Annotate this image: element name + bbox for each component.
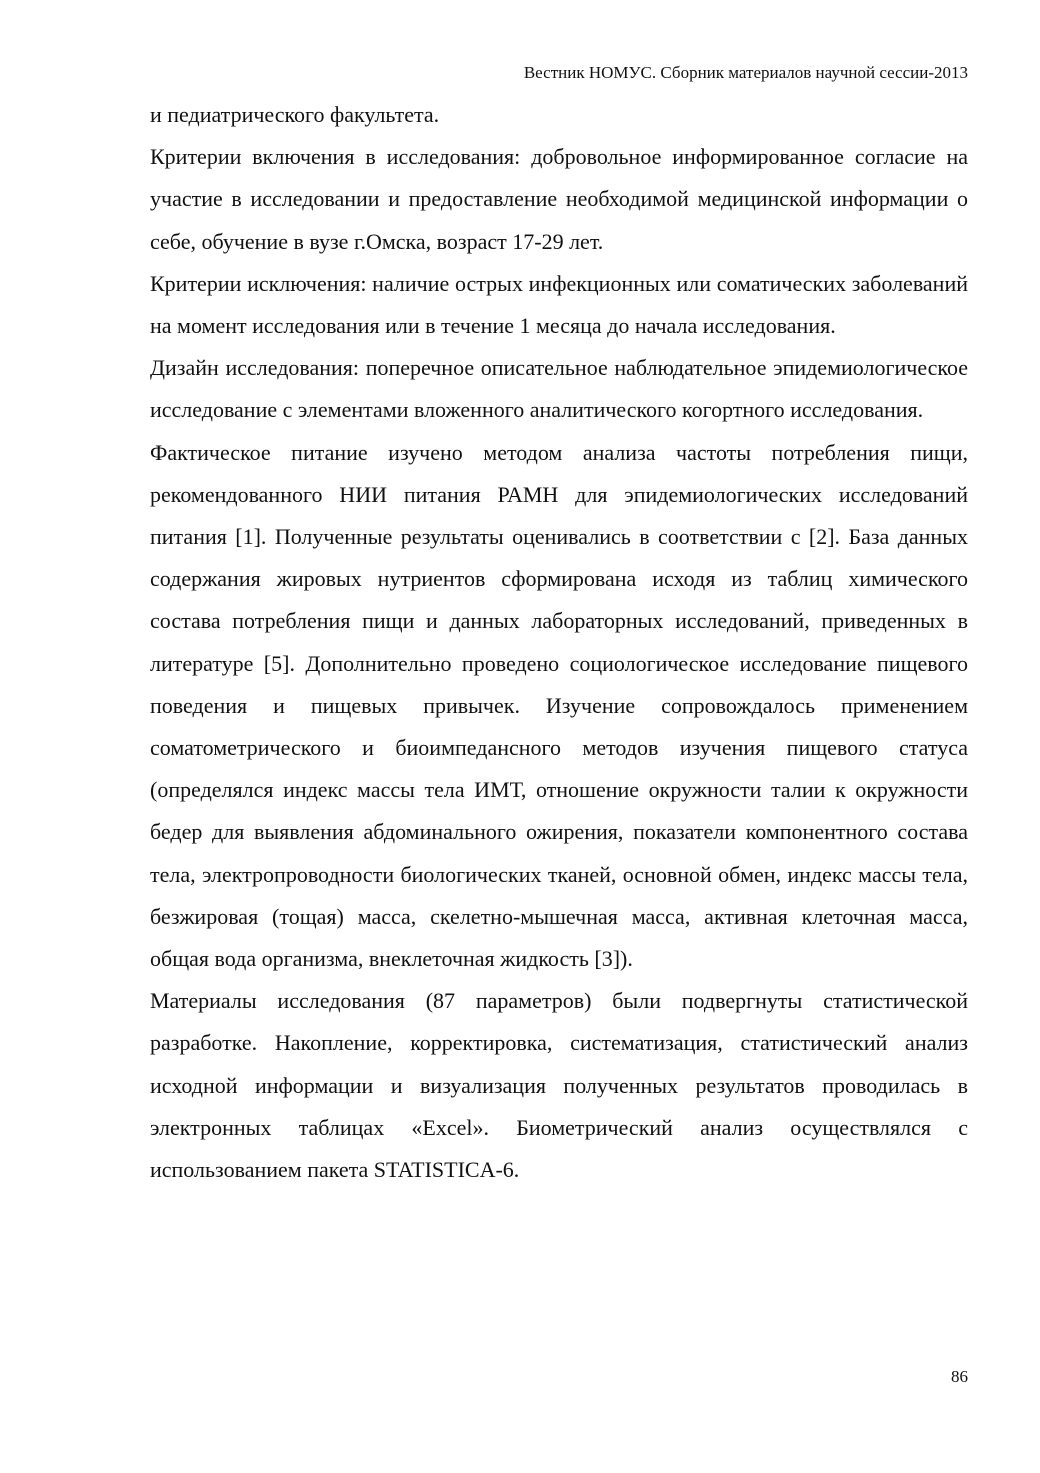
paragraph-statistics: Материалы исследования (87 параметров) были подвергнуты статистической разработке. Накопление, корректировка, систематизация, статистический анализ исходной информации и визуализация полученных результатов проводилась в электронных таблицах «Excel». Биометрический анализ осуществлялся с использованием пакета STATISTICA-6. [150, 988, 968, 1183]
page-number: 86 [951, 1367, 968, 1386]
paragraph-study-design: Дизайн исследования: поперечное описательное наблюдательное эпидемиологическое исследование с элементами вложенного аналитического когортного исследования. [150, 355, 968, 423]
paragraph-inclusion-criteria: Критерии включения в исследования: добровольное информированное согласие на участие в исследовании и предоставление необходимой медицинской информации о себе, обучение в вузе г.Омска, возраст 17-29 лет. [150, 144, 968, 254]
paragraph-exclusion-criteria: Критерии исключения: наличие острых инфекционных или соматических заболеваний на момент исследования или в течение 1 месяца до начала исследования. [150, 270, 968, 339]
body-text [150, 94, 968, 1191]
paragraph-methods: Фактическое питание изучено методом анализа частоты потребления пищи, рекомендованного НИИ питания РАМН для эпидемиологических исследований питания [1]. Полученные результаты оценивались в соответствии с [2]. База данных содержания жировых нутриентов сформирована исходя из таблиц химического состава потребления пищи и данных лабораторных исследований, приведенных в литературе [5]. Дополнительно проведено социологическое исследование пищевого поведения и пищевых привычек. Изучение сопровождалось применением соматометрического и биоимпедансного методов изучения пищевого статуса (определялся индекс массы тела ИМТ, отношение окружности талии к окружности бедер для выявления абдоминального ожирения, показатели компонентного состава тела, электропроводности биологических тканей, основной обмен, индекс массы тела, безжировая (тощая) масса, скелетно-мышечная масса, активная клеточная масса, общая вода организма, внеклеточная жидкость [3]). [150, 439, 968, 972]
running-header: Вестник НОМУС. Сборник материалов научной сессии-2013 [523, 63, 968, 82]
paragraph-continuation: и педиатрического факультета. [150, 102, 440, 127]
